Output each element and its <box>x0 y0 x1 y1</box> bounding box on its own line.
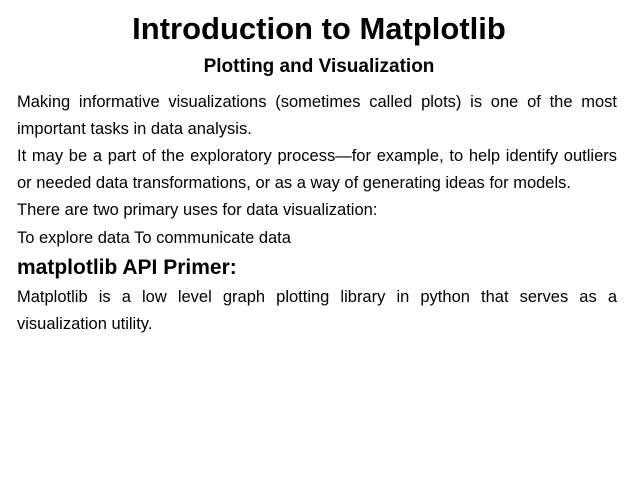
body-paragraph-exploratory: It may be a part of the exploratory process—for example, to help identify outliers or needed data transformations, or as a way of generating ideas for models. <box>17 147 617 192</box>
body-paragraph-uses: There are two primary uses for data visualization: <box>17 201 378 219</box>
slide-body <box>17 89 617 337</box>
section-paragraph: Matplotlib is a low level graph plotting library in python that serves as a visualization utility. <box>17 288 617 333</box>
body-paragraph-intro: Making informative visualizations (sometimes called plots) is one of the most important tasks in data analysis. <box>17 93 617 138</box>
slide-title: Introduction to Matplotlib <box>132 11 506 46</box>
body-paragraph-use-list: To explore data To communicate data <box>17 228 291 247</box>
section-heading: matplotlib API Primer: <box>17 256 237 279</box>
slide-subtitle: Plotting and Visualization <box>203 56 435 77</box>
